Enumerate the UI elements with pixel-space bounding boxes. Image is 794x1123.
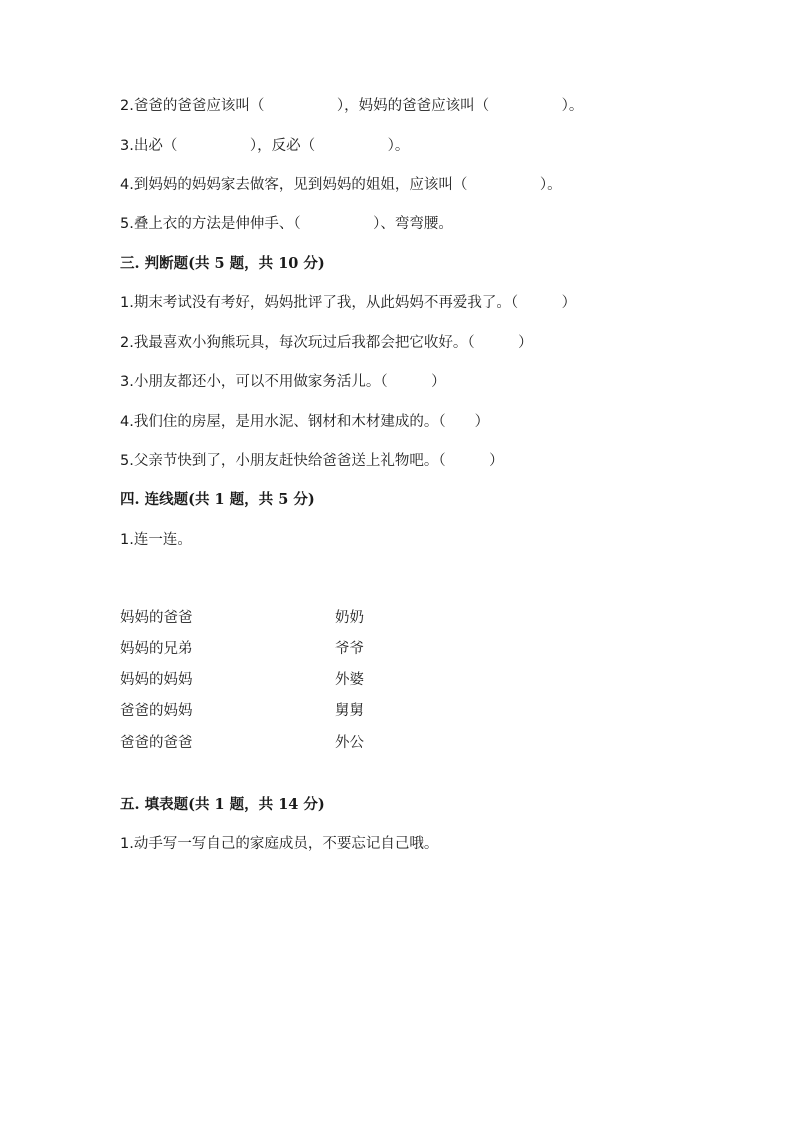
- judgement-question-2: 2.我最喜欢小狗熊玩具，每次玩过后我都会把它收好。（ ）: [120, 335, 533, 351]
- match-left-item: 妈妈的爸爸: [120, 610, 193, 626]
- match-right-item: 奶奶: [335, 610, 364, 626]
- section-5-heading: 五. 填表题(共 1 题，共 14 分): [120, 796, 325, 813]
- match-right-item: 舅舅: [335, 703, 364, 719]
- matching-question-1: 1.连一连。: [120, 532, 192, 548]
- match-right-item: 外婆: [335, 672, 364, 688]
- fill-blank-question-5: 5.叠上衣的方法是伸伸手、（ ）、弯弯腰。: [120, 216, 453, 232]
- match-right-item: 爷爷: [335, 641, 364, 657]
- fill-blank-question-2: 2.爸爸的爸爸应该叫（ ），妈妈的爸爸应该叫（ ）。: [120, 98, 584, 114]
- match-left-item: 爸爸的爸爸: [120, 735, 193, 751]
- match-left-item: 爸爸的妈妈: [120, 703, 193, 719]
- match-right-item: 外公: [335, 735, 364, 751]
- table-question-1: 1.动手写一写自己的家庭成员，不要忘记自己哦。: [120, 836, 439, 852]
- match-left-item: 妈妈的妈妈: [120, 672, 193, 688]
- judgement-question-3: 3.小朋友都还小，可以不用做家务活儿。（ ）: [120, 374, 446, 390]
- fill-blank-question-3: 3.出必（ ），反必（ ）。: [120, 138, 410, 154]
- judgement-question-4: 4.我们住的房屋，是用水泥、钢材和木材建成的。（ ）: [120, 414, 490, 430]
- section-4-heading: 四. 连线题(共 1 题，共 5 分): [120, 491, 315, 508]
- judgement-question-5: 5.父亲节快到了，小朋友赶快给爸爸送上礼物吧。（ ）: [120, 453, 504, 469]
- judgement-question-1: 1.期末考试没有考好，妈妈批评了我，从此妈妈不再爱我了。（ ）: [120, 295, 577, 311]
- fill-blank-question-4: 4.到妈妈的妈妈家去做客，见到妈妈的姐姐，应该叫（ ）。: [120, 177, 562, 193]
- section-3-heading: 三. 判断题(共 5 题，共 10 分): [120, 255, 325, 272]
- match-left-item: 妈妈的兄弟: [120, 641, 193, 657]
